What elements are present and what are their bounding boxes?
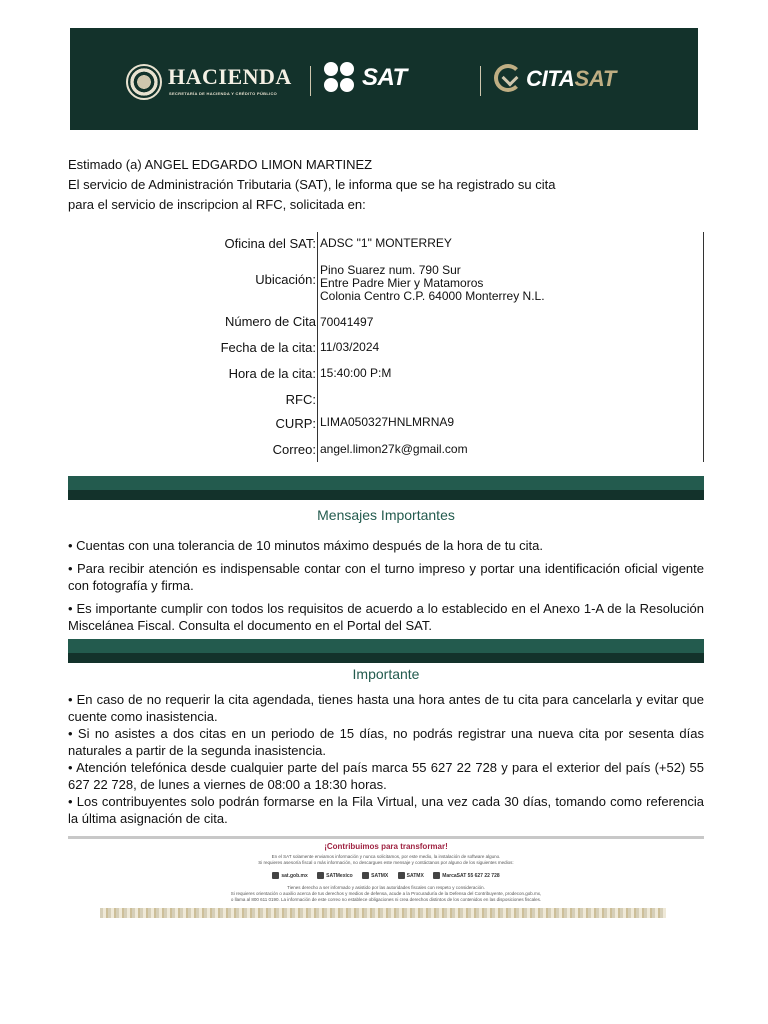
youtube-icon xyxy=(398,872,405,879)
footer-social-links xyxy=(68,872,704,879)
youtube-link[interactable] xyxy=(398,872,424,879)
website-link-label: sat.gob.mx xyxy=(281,872,308,879)
phone-icon xyxy=(433,872,440,879)
footer-rights-2: Si requieres orientación o auxilio acerca de tus derechos y medios de defensa, acude a la Procuraduría de la Defensa del Contribuyente, prodecon.gob.mx, xyxy=(230,891,542,896)
citasat-part2: SAT xyxy=(574,66,616,91)
correo-label: Correo: xyxy=(272,442,316,457)
sat-dots-icon xyxy=(324,62,356,94)
ubicacion-label: Ubicación: xyxy=(255,272,316,287)
fecha-label: Fecha de la cita: xyxy=(220,340,316,355)
ubicacion-line-1: Pino Suarez num. 790 Sur xyxy=(320,263,461,277)
footer-rights xyxy=(68,885,704,903)
curp-label: CURP: xyxy=(275,416,316,431)
youtube-link-label: SATMX xyxy=(406,872,424,879)
mensajes-list xyxy=(68,537,704,640)
numero-value: 70041497 xyxy=(320,315,374,329)
section-bar-mensajes xyxy=(68,476,704,500)
importante-item: • En caso de no requerir la cita agendada, tienes hasta una hora antes de tu cita para cancelarla y evitar que cuente como inasistencia. xyxy=(68,692,704,724)
salutation: Estimado (a) ANGEL EDGARDO LIMON MARTINEZ xyxy=(68,157,373,172)
citasat-check-icon xyxy=(494,64,522,92)
section-bar-importante xyxy=(68,639,704,663)
phone-link[interactable] xyxy=(433,872,499,879)
greeting-block xyxy=(68,155,708,215)
facebook-link[interactable] xyxy=(317,872,353,879)
twitter-link[interactable] xyxy=(362,872,388,879)
footer-divider xyxy=(68,836,704,839)
rfc-label: RFC: xyxy=(285,392,316,407)
details-right-border xyxy=(703,232,704,462)
footer-rights-3: o llama al 800 611 0190. La información de este correo no establece obligaciones ni crea derechos distintos de los contenidos en las disposiciones fiscales. xyxy=(230,897,542,902)
hora-value: 15:40:00 P:M xyxy=(320,366,392,380)
oficina-label: Oficina del SAT: xyxy=(224,236,316,251)
logo-divider xyxy=(310,66,311,96)
footer-notice xyxy=(68,854,704,866)
importante-item: • Atención telefónica desde cualquier parte del país marca 55 627 22 728 y para el exterior del país (+52) 55 627 22 728, de lunes a viernes de 08:00 a 18:30 horas. xyxy=(68,760,704,792)
citasat-part1: CITA xyxy=(526,66,575,91)
footer-decorative-pattern xyxy=(100,908,666,918)
mensaje-item: • Para recibir atención es indispensable contar con el turno impreso y portar una identificación oficial vigente con fotografía y firma. xyxy=(68,561,704,593)
intro-line-1: El servicio de Administración Tributaria (SAT), le informa que se ha registrado su cita xyxy=(68,177,556,192)
phone-link-label: MarcaSAT 55 627 22 728 xyxy=(442,872,500,879)
numero-label: Número de Cita xyxy=(224,314,316,329)
importante-list xyxy=(68,691,704,827)
hacienda-subtitle: SECRETARÍA DE HACIENDA Y CRÉDITO PÚBLICO xyxy=(169,91,278,96)
mensaje-item: • Cuentas con una tolerancia de 10 minutos máximo después de la hora de tu cita. xyxy=(68,538,544,553)
importante-title: Importante xyxy=(352,666,420,682)
footer-rights-1: Tienes derecho a ser informado y asistido por las autoridades fiscales con respeto y consideración. xyxy=(287,885,485,890)
appointment-details xyxy=(100,232,710,462)
sat-logo-text: SAT xyxy=(362,64,407,91)
importante-item: • Si no asistes a dos citas en un periodo de 15 días, no podrás registrar una nueva cita por sesenta días naturales a partir de la segunda inasistencia. xyxy=(68,726,704,758)
footer-notice-2: Si requieres asesoría fiscal o más información, no descargues este mensaje y contáctanos por alguno de los siguientes medios: xyxy=(258,860,514,865)
globe-icon xyxy=(272,872,279,879)
citasat-logo-text xyxy=(526,66,616,92)
correo-value: angel.limon27k@gmail.com xyxy=(320,442,468,456)
oficina-value: ADSC "1" MONTERREY xyxy=(320,236,452,250)
intro-line-2: para el servicio de inscripcion al RFC, solicitada en: xyxy=(68,197,366,212)
importante-item: • Los contribuyentes solo podrán formarse en la Fila Virtual, una vez cada 30 días, tomando como referencia la última asignación de cita. xyxy=(68,794,704,826)
header-banner xyxy=(70,28,698,130)
curp-value: LIMA050327HNLMRNA9 xyxy=(320,415,455,429)
hacienda-title: HACIENDA xyxy=(168,64,292,89)
website-link[interactable] xyxy=(272,872,307,879)
fecha-value: 11/03/2024 xyxy=(320,340,380,354)
facebook-link-label: SATMexico xyxy=(326,872,353,879)
facebook-icon xyxy=(317,872,324,879)
logo-divider xyxy=(480,66,481,96)
mensaje-item: • Es importante cumplir con todos los requisitos de acuerdo a lo establecido en el Anexo 1-A de la Resolución Miscelánea Fiscal. Consulta el documento en el Portal del SAT. xyxy=(68,601,704,633)
ubicacion-line-3: Colonia Centro C.P. 64000 Monterrey N.L. xyxy=(320,289,545,303)
twitter-link-label: SATMX xyxy=(371,872,389,879)
footer-notice-1: En el SAT solamente enviamos información y nunca solicitamos, por este medio, la instalación de software alguno. xyxy=(271,854,501,859)
hora-label: Hora de la cita: xyxy=(228,366,316,381)
ubicacion-line-2: Entre Padre Mier y Matamoros xyxy=(320,276,484,290)
footer xyxy=(68,842,704,903)
twitter-icon xyxy=(362,872,369,879)
footer-slogan: ¡Contribuimos para transformar! xyxy=(324,842,448,851)
mensajes-title: Mensajes Importantes xyxy=(317,507,455,523)
national-seal-icon xyxy=(126,64,162,100)
details-divider xyxy=(317,232,318,462)
